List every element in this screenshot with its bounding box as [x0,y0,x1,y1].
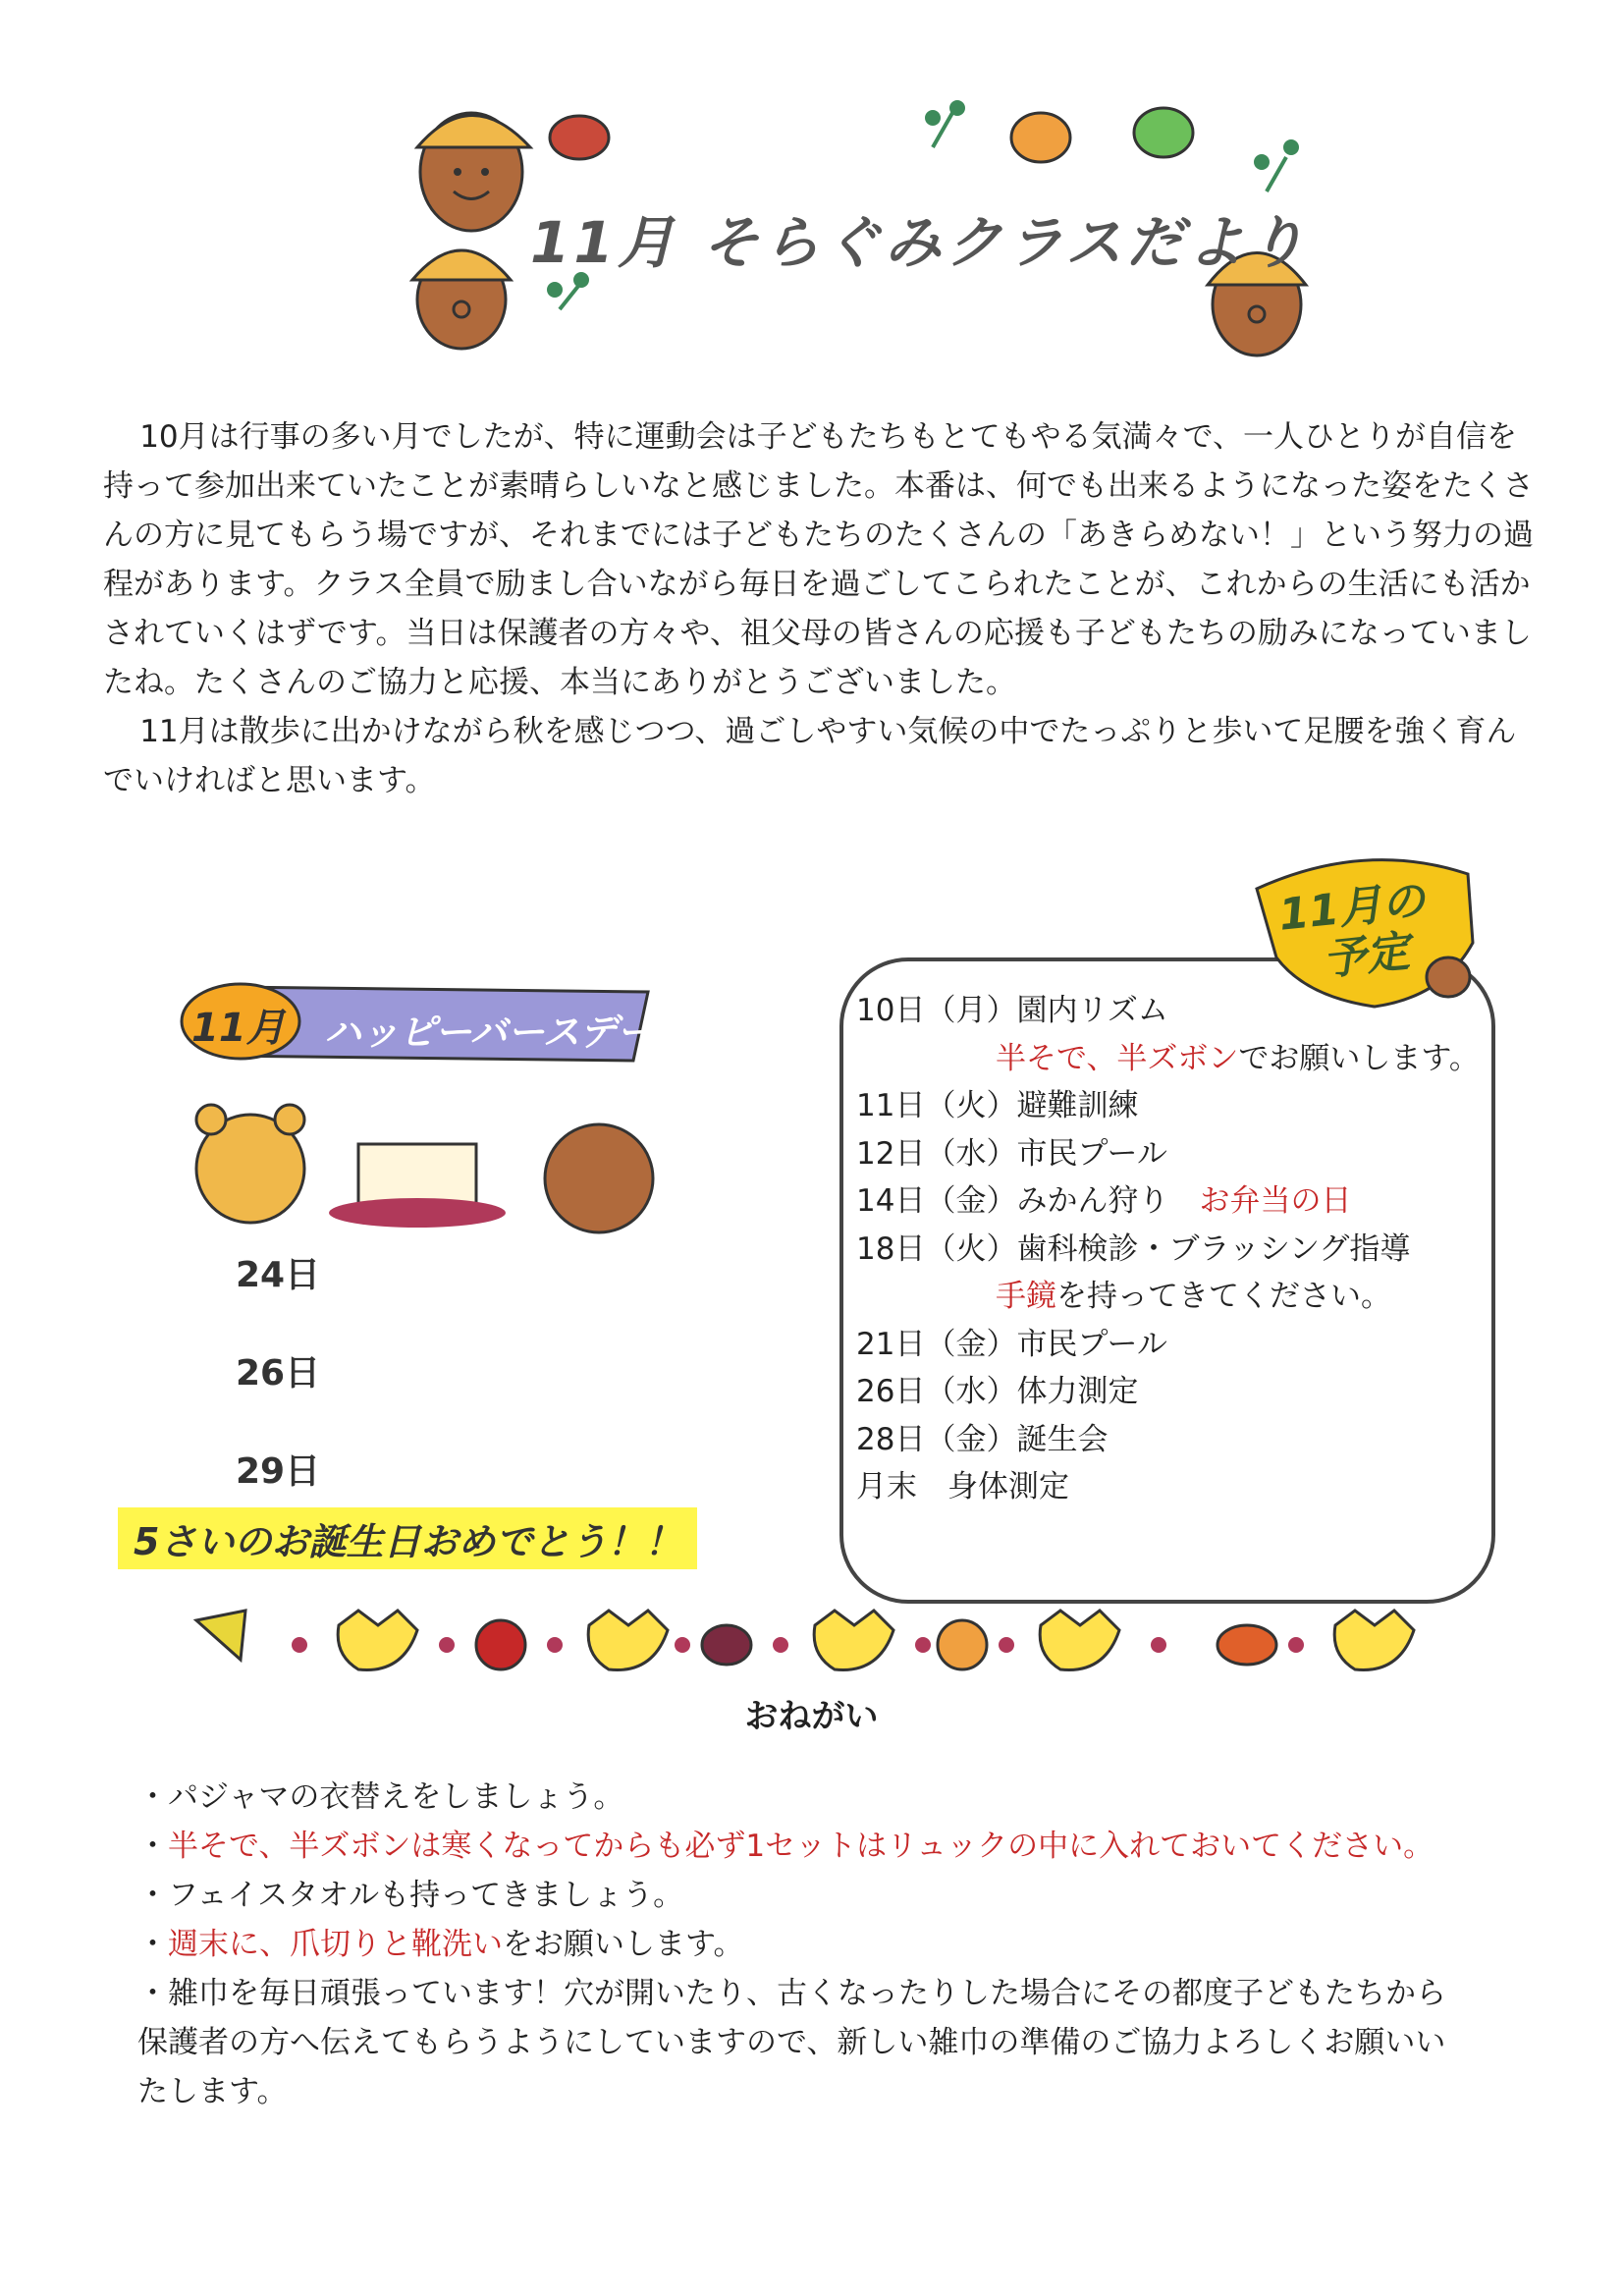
schedule-row [856,987,1485,1035]
onegai-text: ・フェイスタオルも持ってきましょう。 [137,1878,684,1913]
schedule-row [856,1416,1485,1464]
onegai-list [137,1773,1453,2116]
schedule-note-tail: でお願いします。 [1238,1040,1480,1076]
schedule-item: 21日（金）市民プール [856,1326,1167,1362]
schedule-item: 月末 身体測定 [856,1469,1069,1504]
schedule-badge [1276,876,1433,989]
leaf-icon [550,108,1193,162]
page-title: 11月 そらぐみクラスだより [530,209,1310,276]
schedule-badge-line: 予定 [1321,926,1412,986]
intro-paragraph: 10月は行事の多い月でしたが、特に運動会は子どもたちもとてもやる気満々で、一人ひとりが自信を持って参加出来ていたことが素晴らしいなと感じました。本番は、何でも出来るようになった姿をたくさんの方に見てもらう場ですが、それまでには子どもたちのたくさんの「あきらめない！」という努力の過程があります。クラス全員で励まし合いながら毎日を過ごしてこられたことが、これからの生活にも活かされていくはずです。当日は保護者の方々や、祖父母の皆さんの応援も子どもたちの励みになっていましたね。たくさんのご協力と応援、本当にありがとうございました。 [103,419,1534,700]
schedule-badge-line: 11月の [1276,875,1428,941]
birthday-greeting: 5さいのお誕生日おめでとう！！ [118,1507,697,1569]
onegai-item [137,1920,1453,1969]
schedule-row [856,1463,1485,1511]
schedule-item: 14日（金）みかん狩り [856,1183,1169,1219]
schedule-list [856,987,1485,1511]
schedule-note: お弁当の日 [1199,1183,1352,1219]
schedule-note: 手鏡 [996,1279,1056,1314]
onegai-highlight: 半そで、半ズボンは寒くなってからも必ず1セットはリュックの中に入れておいてください。 [168,1829,1434,1864]
birthday-date: 26日 [236,1353,321,1394]
schedule-row [856,1130,1485,1178]
onegai-highlight: 週末に、爪切りと靴洗い [168,1927,503,1962]
schedule-row [856,1368,1485,1416]
onegai-item [137,1773,1453,1822]
schedule-item: 28日（金）誕生会 [856,1421,1109,1457]
onegai-item [137,1822,1453,1871]
onegai-text: ・雑巾を毎日頑張っています！穴が開いたり、古くなったりした場合にその都度子どもたちから保護者の方へ伝えてもらうようにしていますので、新しい雑巾の準備のご協力よろしくお願いいたします。 [137,1976,1446,2109]
schedule-row [856,1226,1485,1274]
onegai-text: をお願いします。 [503,1927,744,1962]
banner-text: ハッピーバースデー [324,1011,654,1054]
bear-icon [545,1124,653,1232]
schedule-item: 18日（火）歯科検診・ブラッシング指導 [856,1230,1411,1267]
schedule-row [856,1273,1485,1321]
banner-month: 11月 [191,1006,286,1051]
schedule-row [856,1035,1485,1083]
schedule-item: 10日（月）園内リズム [856,993,1168,1028]
onegai-heading: おねがい [744,1697,879,1736]
intro-text [103,412,1537,805]
decorative-divider [187,1601,1463,1689]
schedule-note-tail: を持ってきてください。 [1056,1279,1391,1314]
schedule-row [856,1321,1485,1369]
schedule-row [856,1082,1485,1130]
schedule-note: 半そで、半ズボン [996,1040,1239,1076]
schedule-item: 12日（水）市民プール [856,1135,1167,1172]
cake-icon [329,1144,506,1228]
bear-icon [196,1105,304,1223]
acorn-face-icon [412,250,511,349]
onegai-text: ・パジャマの衣替えをしましょう。 [137,1779,624,1815]
schedule-row [856,1177,1485,1226]
schedule-item: 11日（火）避難訓練 [856,1088,1139,1123]
birthday-date: 29日 [236,1451,321,1492]
onegai-item [137,1871,1453,1920]
schedule-item: 26日（水）体力測定 [856,1374,1139,1409]
onegai-item [137,1969,1453,2116]
intro-paragraph: 11月は散歩に出かけながら秋を感じつつ、過ごしやすい気候の中でたっぷりと歩いて足腰を強く育んでいければと思います。 [103,714,1517,798]
acorn-face-icon [417,113,530,231]
onegai-bullet: ・ [137,1829,168,1864]
flower-icon [292,1637,1304,1653]
onegai-bullet: ・ [137,1927,168,1962]
birthday-date: 24日 [236,1255,321,1295]
